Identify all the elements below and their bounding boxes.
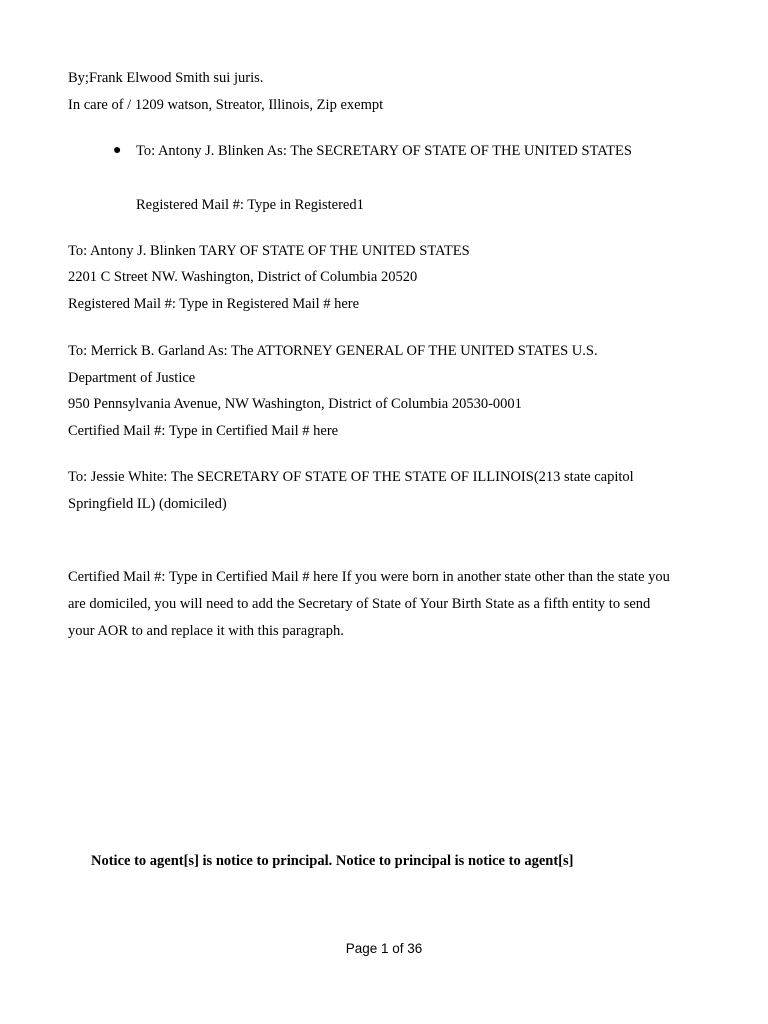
garland-to-line: To: Merrick B. Garland As: The ATTORNEY GENERAL OF THE UNITED STATES U.S. — [68, 343, 598, 359]
bullet-icon: ● — [113, 143, 122, 158]
white-to-line-continued: Springfield IL) (domiciled) — [68, 496, 227, 512]
garland-address-line: 950 Pennsylvania Avenue, NW Washington, District of Columbia 20530-0001 — [68, 396, 522, 412]
notice-statement: Notice to agent[s] is notice to principal. Notice to principal is notice to agent[s] — [91, 853, 574, 869]
care-of-line: In care of / 1209 watson, Streator, Illinois, Zip exempt — [68, 97, 384, 113]
certified-paragraph-line-2: are domiciled, you will need to add the Secretary of State of Your Birth State as a fifth entity to send — [68, 596, 651, 612]
certified-paragraph-line-3: your AOR to and replace it with this paragraph. — [68, 623, 344, 639]
certified-paragraph-line-1: Certified Mail #: Type in Certified Mail # here If you were born in another state other than the state you — [68, 569, 670, 585]
garland-department-line: Department of Justice — [68, 370, 196, 386]
bullet-registered-line: Registered Mail #: Type in Registered1 — [136, 197, 364, 213]
page-number: Page 1 of 36 — [345, 941, 423, 956]
blinken-to-line: To: Antony J. Blinken TARY OF STATE OF THE UNITED STATES — [68, 243, 470, 259]
blinken-mail-line: Registered Mail #: Type in Registered Mail # here — [68, 296, 360, 312]
garland-mail-line: Certified Mail #: Type in Certified Mail # here — [68, 423, 339, 439]
white-to-line: To: Jessie White: The SECRETARY OF STATE OF THE STATE OF ILLINOIS(213 state capitol — [68, 469, 634, 485]
by-line: By;Frank Elwood Smith sui juris. — [68, 70, 264, 86]
blinken-address-line: 2201 C Street NW. Washington, District of Columbia 20520 — [68, 269, 418, 285]
bullet-to-line: To: Antony J. Blinken As: The SECRETARY OF STATE OF THE UNITED STATES — [136, 143, 632, 159]
